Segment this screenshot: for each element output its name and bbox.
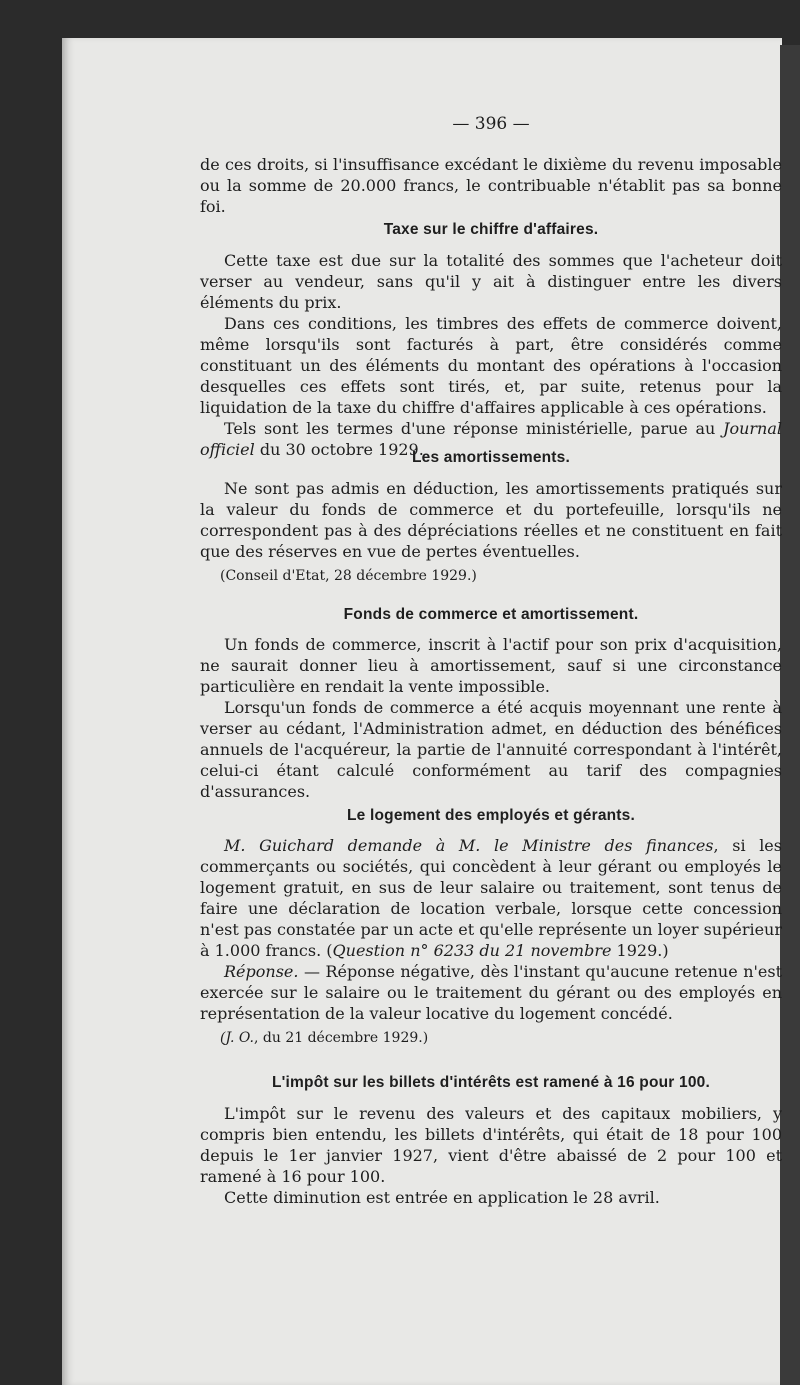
section-title: Les amortissements. — [411, 449, 570, 466]
question-paragraph — [200, 835, 782, 961]
page-edge — [780, 45, 800, 1385]
intro-paragraph: de ces droits, si l'insuffisance excédant le dixième du revenu imposable ou la somme de 20.000 francs, le contribuable n'établit pas sa bonne foi. — [200, 155, 782, 216]
paragraph: Cette diminution est entrée en application le 28 avril. — [224, 1188, 660, 1207]
section-depreciation — [200, 447, 782, 468]
source-citation — [200, 1028, 782, 1049]
section-housing — [200, 805, 782, 826]
paragraph: Ne sont pas admis en déduction, les amortissements pratiqués sur la valeur du fonds de commerce et du portefeuille, lorsqu'ils ne correspondent pas à des dépréciations réelles et ne constituent en fait que des réserves en vue de pertes éventuelles. — [200, 479, 782, 561]
paragraph: Cette taxe est due sur la totalité des sommes que l'acheteur doit verser au vendeur, sans qu'il y ait à distinguer entre les divers éléments du prix. — [200, 251, 782, 312]
section-depreciation-body — [200, 478, 782, 587]
page-number: — 396 — — [452, 114, 530, 134]
paragraph: Un fonds de commerce, inscrit à l'actif pour son prix d'acquisition, ne saurait donner lieu à amortissement, sauf si une circonstance particulière en rendait la vente impossible. — [200, 635, 782, 696]
source-journal: (J. O. — [220, 1030, 254, 1046]
text-run: du 30 octobre 1929. — [254, 440, 424, 459]
section-title: Taxe sur le chiffre d'affaires. — [383, 221, 599, 238]
section-goodwill-body — [200, 634, 782, 802]
paragraph: Lorsqu'un fonds de commerce a été acquis moyennant une rente à verser au cédant, l'Administration admet, en déduction des bénéfices annuels de l'acquéreur, la partie de l'annuité correspondant à l'intérêt, celui-ci étant calculé conformément au tarif des compagnies d'assurances. — [200, 698, 782, 801]
section-interest-tax-body — [200, 1103, 782, 1208]
question-reference: Question n° 6233 du 21 novembre — [332, 941, 612, 960]
section-housing-body — [200, 835, 782, 1049]
text-run: , du 21 décembre 1929.) — [254, 1030, 429, 1046]
section-title: Fonds de commerce et amortissement. — [343, 606, 639, 623]
section-tax-turnover — [200, 219, 782, 240]
section-title: Le logement des employés et gérants. — [346, 807, 635, 824]
section-interest-tax — [200, 1072, 782, 1093]
text-run: Tels sont les termes d'une réponse ministérielle, parue au — [224, 419, 724, 438]
paragraph: L'impôt sur le revenu des valeurs et des capitaux mobiliers, y compris bien entendu, les billets d'intérêts, qui était de 18 pour 100 depuis le 1er janvier 1927, vient d'être abaissé de 2 pour 100 et ramené à 16 pour 100. — [200, 1104, 782, 1186]
section-tax-turnover-body — [200, 250, 782, 460]
source-citation: (Conseil d'Etat, 28 décembre 1929.) — [220, 568, 477, 584]
text-run: , si les commerçants ou sociétés, qui concèdent à leur gérant ou employés le logement gratuit, en sus de leur salaire ou traitement, sont tenus de faire une déclaration de location verbale, lorsque cette concession n'est pas constatée par un acte et qu'elle représente un loyer supérieur à 1.000 francs. ( — [200, 836, 782, 960]
text-run: 1929.) — [611, 941, 669, 960]
intro-block — [200, 154, 782, 217]
answer-label: Réponse. — [224, 962, 299, 981]
paragraph: Dans ces conditions, les timbres des effets de commerce doivent, même lorsqu'ils sont facturés à part, être considérés comme constituant un des éléments du montant des opérations à l'occasion desquelles ces effets sont tirés, et, par suite, retenus pour la liquidation de la taxe du chiffre d'affaires applicable à ces opérations. — [200, 314, 782, 417]
journal-name: Journal officiel — [200, 419, 782, 459]
answer-paragraph — [200, 961, 782, 1024]
section-goodwill — [200, 604, 782, 625]
questioner: M. Guichard demande à M. le Ministre des finances — [224, 836, 714, 855]
section-title: L'impôt sur les billets d'intérêts est ramené à 16 pour 100. — [271, 1074, 710, 1091]
text-run: — Réponse négative, dès l'instant qu'aucune retenue n'est exercée sur le salaire ou le traitement du gérant ou des employés en représentation de la valeur locative du logement concédé. — [200, 962, 782, 1023]
